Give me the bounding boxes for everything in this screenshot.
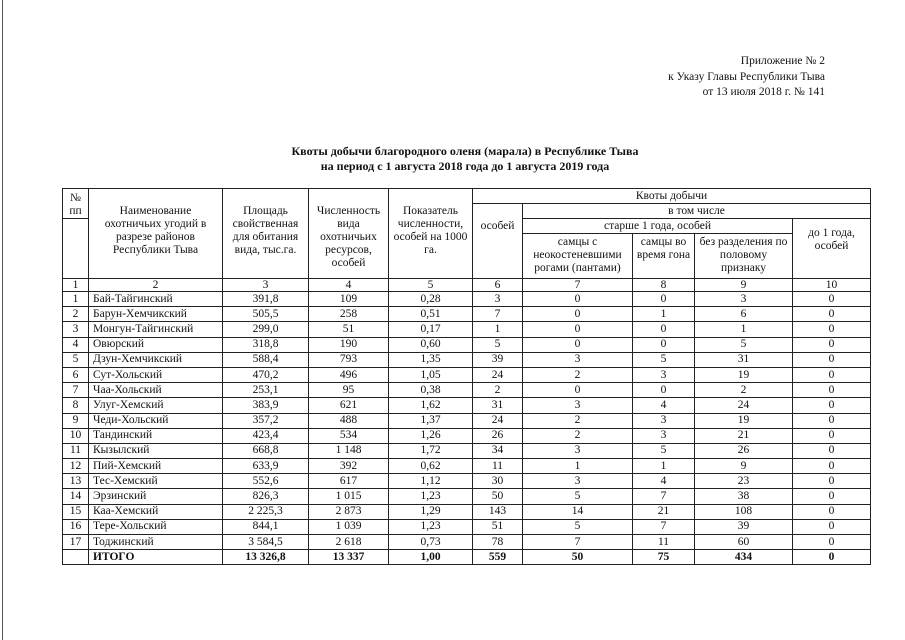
table-cell: 0 [793, 474, 871, 489]
table-cell: 5 [473, 337, 523, 352]
table-cell: 8 [63, 398, 89, 413]
table-cell: 0 [633, 337, 695, 352]
table-cell: 5 [633, 352, 695, 367]
table-cell: 793 [309, 352, 389, 367]
district-name-cell: Тандинский [89, 428, 223, 443]
table-cell: 0 [523, 292, 633, 307]
district-name-cell: Кызылский [89, 443, 223, 458]
table-cell: 26 [473, 428, 523, 443]
quota-table [62, 188, 871, 565]
table-cell: 1 [63, 292, 89, 307]
header-num: № пп [63, 189, 89, 219]
table-cell: 434 [695, 550, 793, 565]
table-cell: 1 [473, 322, 523, 337]
table-cell: 9 [695, 459, 793, 474]
column-number: 4 [309, 279, 389, 292]
table-cell: 3 [523, 352, 633, 367]
column-number-row [63, 279, 871, 292]
table-body [63, 292, 871, 565]
table-cell: 0,51 [389, 307, 473, 322]
table-row [63, 398, 871, 413]
district-name-cell: ИТОГО [89, 550, 223, 565]
table-cell: 0 [793, 535, 871, 550]
table-cell: 24 [695, 398, 793, 413]
column-number: 2 [89, 279, 223, 292]
appendix-line: Приложение № 2 [740, 55, 825, 67]
table-cell: 21 [633, 504, 695, 519]
column-number: 3 [223, 279, 309, 292]
table-cell: 0 [523, 383, 633, 398]
table-cell: 3 [633, 413, 695, 428]
table-cell [63, 550, 89, 565]
table-cell: 30 [473, 474, 523, 489]
table-cell: 7 [523, 535, 633, 550]
table-cell: 1,62 [389, 398, 473, 413]
table-cell: 0 [523, 322, 633, 337]
table-cell: 15 [63, 504, 89, 519]
table-cell: 2 [523, 367, 633, 382]
district-name-cell: Чаа-Хольский [89, 383, 223, 398]
table-cell: 5 [63, 352, 89, 367]
table-cell: 3 [473, 292, 523, 307]
table-cell: 0 [793, 550, 871, 565]
document-title [170, 144, 760, 174]
table-cell: 1,72 [389, 443, 473, 458]
table-cell: 668,8 [223, 443, 309, 458]
table-cell: 24 [473, 367, 523, 382]
table-cell: 0 [793, 428, 871, 443]
table-cell: 559 [473, 550, 523, 565]
table-cell: 1 [633, 459, 695, 474]
table-cell: 17 [63, 535, 89, 550]
table-cell: 2 [63, 307, 89, 322]
table-cell: 1,23 [389, 489, 473, 504]
column-number: 8 [633, 279, 695, 292]
table-cell: 3 [695, 292, 793, 307]
table-cell: 2 [695, 383, 793, 398]
table-cell: 1,29 [389, 504, 473, 519]
table-cell: 588,4 [223, 352, 309, 367]
table-cell: 0,73 [389, 535, 473, 550]
table-cell: 3 [63, 322, 89, 337]
table-cell: 1 015 [309, 489, 389, 504]
table-row [63, 292, 871, 307]
table-cell: 13 326,8 [223, 550, 309, 565]
district-name-cell: Бай-Тайгинский [89, 292, 223, 307]
table-row [63, 337, 871, 352]
table-cell: 16 [63, 519, 89, 534]
table-cell: 9 [63, 413, 89, 428]
table-cell: 1 148 [309, 443, 389, 458]
table-cell: 0 [633, 322, 695, 337]
table-cell: 423,4 [223, 428, 309, 443]
table-cell: 1,00 [389, 550, 473, 565]
table-cell: 6 [63, 367, 89, 382]
table-cell: 3 [523, 474, 633, 489]
header-population: Численность вида охотничьих ресурсов, особей [309, 189, 389, 279]
table-cell: 50 [523, 550, 633, 565]
table-cell: 0 [793, 352, 871, 367]
table-cell: 7 [633, 519, 695, 534]
table-cell: 0 [793, 398, 871, 413]
table-row [63, 307, 871, 322]
district-name-cell: Чеди-Хольский [89, 413, 223, 428]
column-number: 10 [793, 279, 871, 292]
table-cell: 23 [695, 474, 793, 489]
table-cell: 34 [473, 443, 523, 458]
district-name-cell: Барун-Хемчикский [89, 307, 223, 322]
district-name-cell: Тес-Хемский [89, 474, 223, 489]
table-cell: 95 [309, 383, 389, 398]
table-row [63, 459, 871, 474]
table-row [63, 367, 871, 382]
table-cell: 1 [695, 322, 793, 337]
appendix-block [668, 54, 825, 101]
district-name-cell: Пий-Хемский [89, 459, 223, 474]
header-indicator: Показатель численности, особей на 1000 га. [389, 189, 473, 279]
table-cell: 19 [695, 413, 793, 428]
table-cell: 1,23 [389, 519, 473, 534]
table-cell: 0 [633, 383, 695, 398]
district-name-cell: Сут-Хольский [89, 367, 223, 382]
table-cell: 75 [633, 550, 695, 565]
table-cell: 4 [63, 337, 89, 352]
district-name-cell: Каа-Хемский [89, 504, 223, 519]
table-cell: 0,17 [389, 322, 473, 337]
table-cell: 11 [63, 443, 89, 458]
table-cell: 0,38 [389, 383, 473, 398]
table-cell: 3 [633, 428, 695, 443]
table-cell: 392 [309, 459, 389, 474]
column-number: 9 [695, 279, 793, 292]
district-name-cell: Тоджинский [89, 535, 223, 550]
table-cell: 0,62 [389, 459, 473, 474]
column-number: 6 [473, 279, 523, 292]
table-cell: 0 [793, 383, 871, 398]
table-cell: 505,5 [223, 307, 309, 322]
table-row [63, 383, 871, 398]
table-cell: 2 873 [309, 504, 389, 519]
table-cell: 621 [309, 398, 389, 413]
table-cell: 0 [523, 337, 633, 352]
table-cell: 318,8 [223, 337, 309, 352]
header-older: старше 1 года, особей [523, 219, 793, 234]
column-number: 1 [63, 279, 89, 292]
table-cell: 0,28 [389, 292, 473, 307]
table-cell: 11 [473, 459, 523, 474]
table-cell: 78 [473, 535, 523, 550]
district-name-cell: Дзун-Хемчикский [89, 352, 223, 367]
table-cell: 357,2 [223, 413, 309, 428]
table-cell: 5 [633, 443, 695, 458]
table-cell: 1,35 [389, 352, 473, 367]
table-cell: 3 [523, 398, 633, 413]
table-cell: 0 [793, 367, 871, 382]
table-cell: 3 [523, 443, 633, 458]
table-cell: 383,9 [223, 398, 309, 413]
scan-edge-line [2, 0, 3, 640]
header-num-blank [63, 219, 89, 279]
header-total: особей [473, 204, 523, 279]
table-cell: 0 [793, 292, 871, 307]
table-cell: 7 [473, 307, 523, 322]
header-rut: самцы во время гона [633, 234, 695, 279]
table-cell: 108 [695, 504, 793, 519]
column-number: 7 [523, 279, 633, 292]
header-name: Наименование охотничьих угодий в разрезе районов Республики Тыва [89, 189, 223, 279]
table-cell: 26 [695, 443, 793, 458]
table-cell: 0 [793, 459, 871, 474]
table-cell: 10 [63, 428, 89, 443]
table-cell: 0 [793, 413, 871, 428]
table-cell: 1 [633, 307, 695, 322]
table-cell: 51 [473, 519, 523, 534]
table-cell: 50 [473, 489, 523, 504]
table-cell: 31 [473, 398, 523, 413]
title-line: на период с 1 августа 2018 года до 1 августа 2019 года [320, 159, 610, 173]
header-antlers: самцы с неокостеневшими рогами (пантами) [523, 234, 633, 279]
table-cell: 844,1 [223, 519, 309, 534]
table-cell: 0 [633, 292, 695, 307]
table-cell: 51 [309, 322, 389, 337]
table-cell: 258 [309, 307, 389, 322]
table-cell: 2 [523, 428, 633, 443]
district-name-cell: Эрзинский [89, 489, 223, 504]
table-row [63, 413, 871, 428]
table-header [63, 189, 871, 292]
table-cell: 617 [309, 474, 389, 489]
table-cell: 2 [473, 383, 523, 398]
header-quotas: Квоты добычи [473, 189, 871, 204]
table-cell: 31 [695, 352, 793, 367]
table-cell: 4 [633, 398, 695, 413]
table-cell: 534 [309, 428, 389, 443]
table-cell: 19 [695, 367, 793, 382]
table-cell: 5 [695, 337, 793, 352]
table-cell: 391,8 [223, 292, 309, 307]
table-row [63, 535, 871, 550]
table-cell: 1,37 [389, 413, 473, 428]
district-name-cell: Овюрский [89, 337, 223, 352]
district-name-cell: Улуг-Хемский [89, 398, 223, 413]
table-cell: 0,60 [389, 337, 473, 352]
header-area: Площадь свойственная для обитания вида, тыс.га. [223, 189, 309, 279]
table-cell: 299,0 [223, 322, 309, 337]
table-row [63, 489, 871, 504]
table-cell: 6 [695, 307, 793, 322]
table-cell: 2 [523, 413, 633, 428]
table-cell: 470,2 [223, 367, 309, 382]
header-including: в том числе [523, 204, 871, 219]
table-cell: 0 [793, 443, 871, 458]
table-cell: 1,12 [389, 474, 473, 489]
table-cell: 1,05 [389, 367, 473, 382]
table-cell: 39 [473, 352, 523, 367]
table-cell: 0 [793, 337, 871, 352]
table-cell: 13 [63, 474, 89, 489]
table-cell: 7 [633, 489, 695, 504]
table-row [63, 519, 871, 534]
table-cell: 0 [793, 322, 871, 337]
table-cell: 5 [523, 489, 633, 504]
table-cell: 24 [473, 413, 523, 428]
table-cell: 0 [793, 504, 871, 519]
appendix-line: от 13 июля 2018 г. № 141 [702, 86, 825, 98]
table-row [63, 474, 871, 489]
table-row [63, 428, 871, 443]
table-cell: 0 [793, 307, 871, 322]
header-nosex: без разделения по половому признаку [695, 234, 793, 279]
table-cell: 60 [695, 535, 793, 550]
column-number: 5 [389, 279, 473, 292]
table-cell: 826,3 [223, 489, 309, 504]
table-cell: 5 [523, 519, 633, 534]
title-line: Квоты добычи благородного оленя (марала) в Республике Тыва [291, 144, 639, 158]
appendix-line: к Указу Главы Республики Тыва [668, 70, 825, 83]
table-cell: 109 [309, 292, 389, 307]
table-cell: 0 [793, 519, 871, 534]
table-cell: 143 [473, 504, 523, 519]
table-cell: 253,1 [223, 383, 309, 398]
table-cell: 3 584,5 [223, 535, 309, 550]
table-cell: 14 [523, 504, 633, 519]
table-cell: 4 [633, 474, 695, 489]
table-cell: 39 [695, 519, 793, 534]
district-name-cell: Тере-Хольский [89, 519, 223, 534]
table-cell: 0 [523, 307, 633, 322]
table-cell: 11 [633, 535, 695, 550]
table-cell: 38 [695, 489, 793, 504]
table-cell: 14 [63, 489, 89, 504]
table-cell: 12 [63, 459, 89, 474]
table-cell: 496 [309, 367, 389, 382]
table-row [63, 322, 871, 337]
table-cell: 1 [523, 459, 633, 474]
table-cell: 552,6 [223, 474, 309, 489]
table-cell: 633,9 [223, 459, 309, 474]
table-cell: 2 618 [309, 535, 389, 550]
district-name-cell: Монгун-Тайгинский [89, 322, 223, 337]
table-cell: 1 039 [309, 519, 389, 534]
table-row [63, 352, 871, 367]
table-cell: 1,26 [389, 428, 473, 443]
table-cell: 7 [63, 383, 89, 398]
table-cell: 488 [309, 413, 389, 428]
table-cell: 190 [309, 337, 389, 352]
header-young: до 1 года, особей [793, 219, 871, 279]
total-row [63, 550, 871, 565]
table-row [63, 443, 871, 458]
table-cell: 3 [633, 367, 695, 382]
table-cell: 0 [793, 489, 871, 504]
table-cell: 21 [695, 428, 793, 443]
table-row [63, 504, 871, 519]
table-cell: 2 225,3 [223, 504, 309, 519]
table-cell: 13 337 [309, 550, 389, 565]
